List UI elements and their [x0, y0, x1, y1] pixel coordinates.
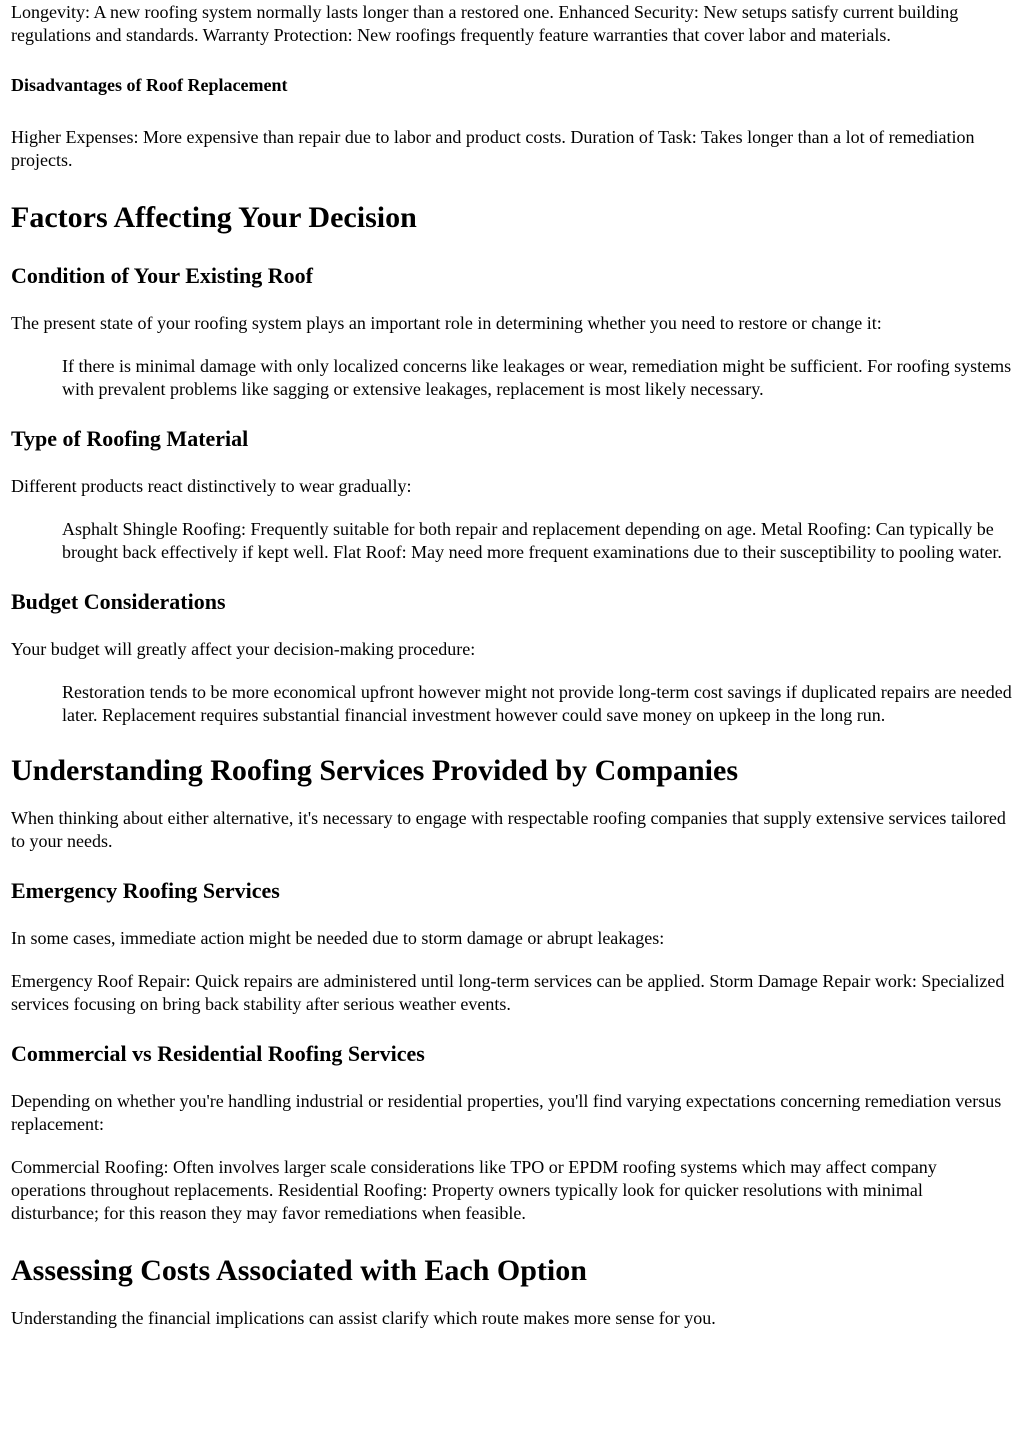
- budget-quote: Restoration tends to be more economical upfront however might not provide long-term cost savings if duplicated repairs are needed later. Replacement requires substantial financial investment however could save money on upkeep in the long run.: [62, 682, 1012, 725]
- material-heading: Type of Roofing Material: [11, 426, 249, 451]
- article-body: [0, 1, 1024, 1330]
- disadvantages-paragraph: Higher Expenses: More expensive than repair due to labor and product costs. Duration of Task: Takes longer than a lot of remediation projects.: [11, 127, 975, 170]
- services-heading: Understanding Roofing Services Provided by Companies: [11, 754, 739, 787]
- condition-heading: Condition of Your Existing Roof: [11, 263, 313, 288]
- factors-heading: Factors Affecting Your Decision: [11, 201, 417, 234]
- commercial-heading: Commercial vs Residential Roofing Services: [11, 1041, 425, 1066]
- emergency-intro: In some cases, immediate action might be needed due to storm damage or abrupt leakages:: [11, 928, 665, 948]
- longevity-paragraph: Longevity: A new roofing system normally lasts longer than a restored one. Enhanced Security: New setups satisfy current building regulations and standards. Warranty Protection: New roofings frequently feature warranties that cover labor and materials.: [11, 2, 959, 45]
- material-quote: Asphalt Shingle Roofing: Frequently suitable for both repair and replacement depending on age. Metal Roofing: Can typically be brought back effectively if kept well. Flat Roof: May need more frequent examinations due to their susceptibility to pooling water.: [62, 519, 1002, 562]
- costs-intro: Understanding the financial implications can assist clarify which route makes more sense for you.: [11, 1308, 716, 1328]
- emergency-body: Emergency Roof Repair: Quick repairs are administered until long-term services can be applied. Storm Damage Repair work: Specialized services focusing on bring back stability after serious weather events.: [11, 971, 1005, 1014]
- disadvantages-heading: Disadvantages of Roof Replacement: [11, 75, 288, 95]
- services-intro: When thinking about either alternative, it's necessary to engage with respectable roofing companies that supply extensive services tailored to your needs.: [11, 808, 1006, 851]
- condition-quote: If there is minimal damage with only localized concerns like leakages or wear, remediation might be sufficient. For roofing systems with prevalent problems like sagging or extensive leakages, replacement is most likely necessary.: [62, 356, 1012, 399]
- budget-intro: Your budget will greatly affect your decision-making procedure:: [11, 639, 476, 659]
- emergency-heading: Emergency Roofing Services: [11, 878, 280, 903]
- commercial-intro: Depending on whether you're handling industrial or residential properties, you'll find varying expectations concerning remediation versus replacement:: [11, 1091, 1002, 1134]
- condition-intro: The present state of your roofing system plays an important role in determining whether you need to restore or change it:: [11, 313, 882, 333]
- material-intro: Different products react distinctively to wear gradually:: [11, 476, 412, 496]
- commercial-body: Commercial Roofing: Often involves larger scale considerations like TPO or EPDM roofing systems which may affect company operations throughout replacements. Residential Roofing: Property owners typically look for quicker resolutions with minimal disturbance; for this reason they may favor remediations when feasible.: [11, 1157, 937, 1223]
- costs-heading: Assessing Costs Associated with Each Option: [11, 1254, 587, 1287]
- budget-heading: Budget Considerations: [11, 589, 226, 614]
